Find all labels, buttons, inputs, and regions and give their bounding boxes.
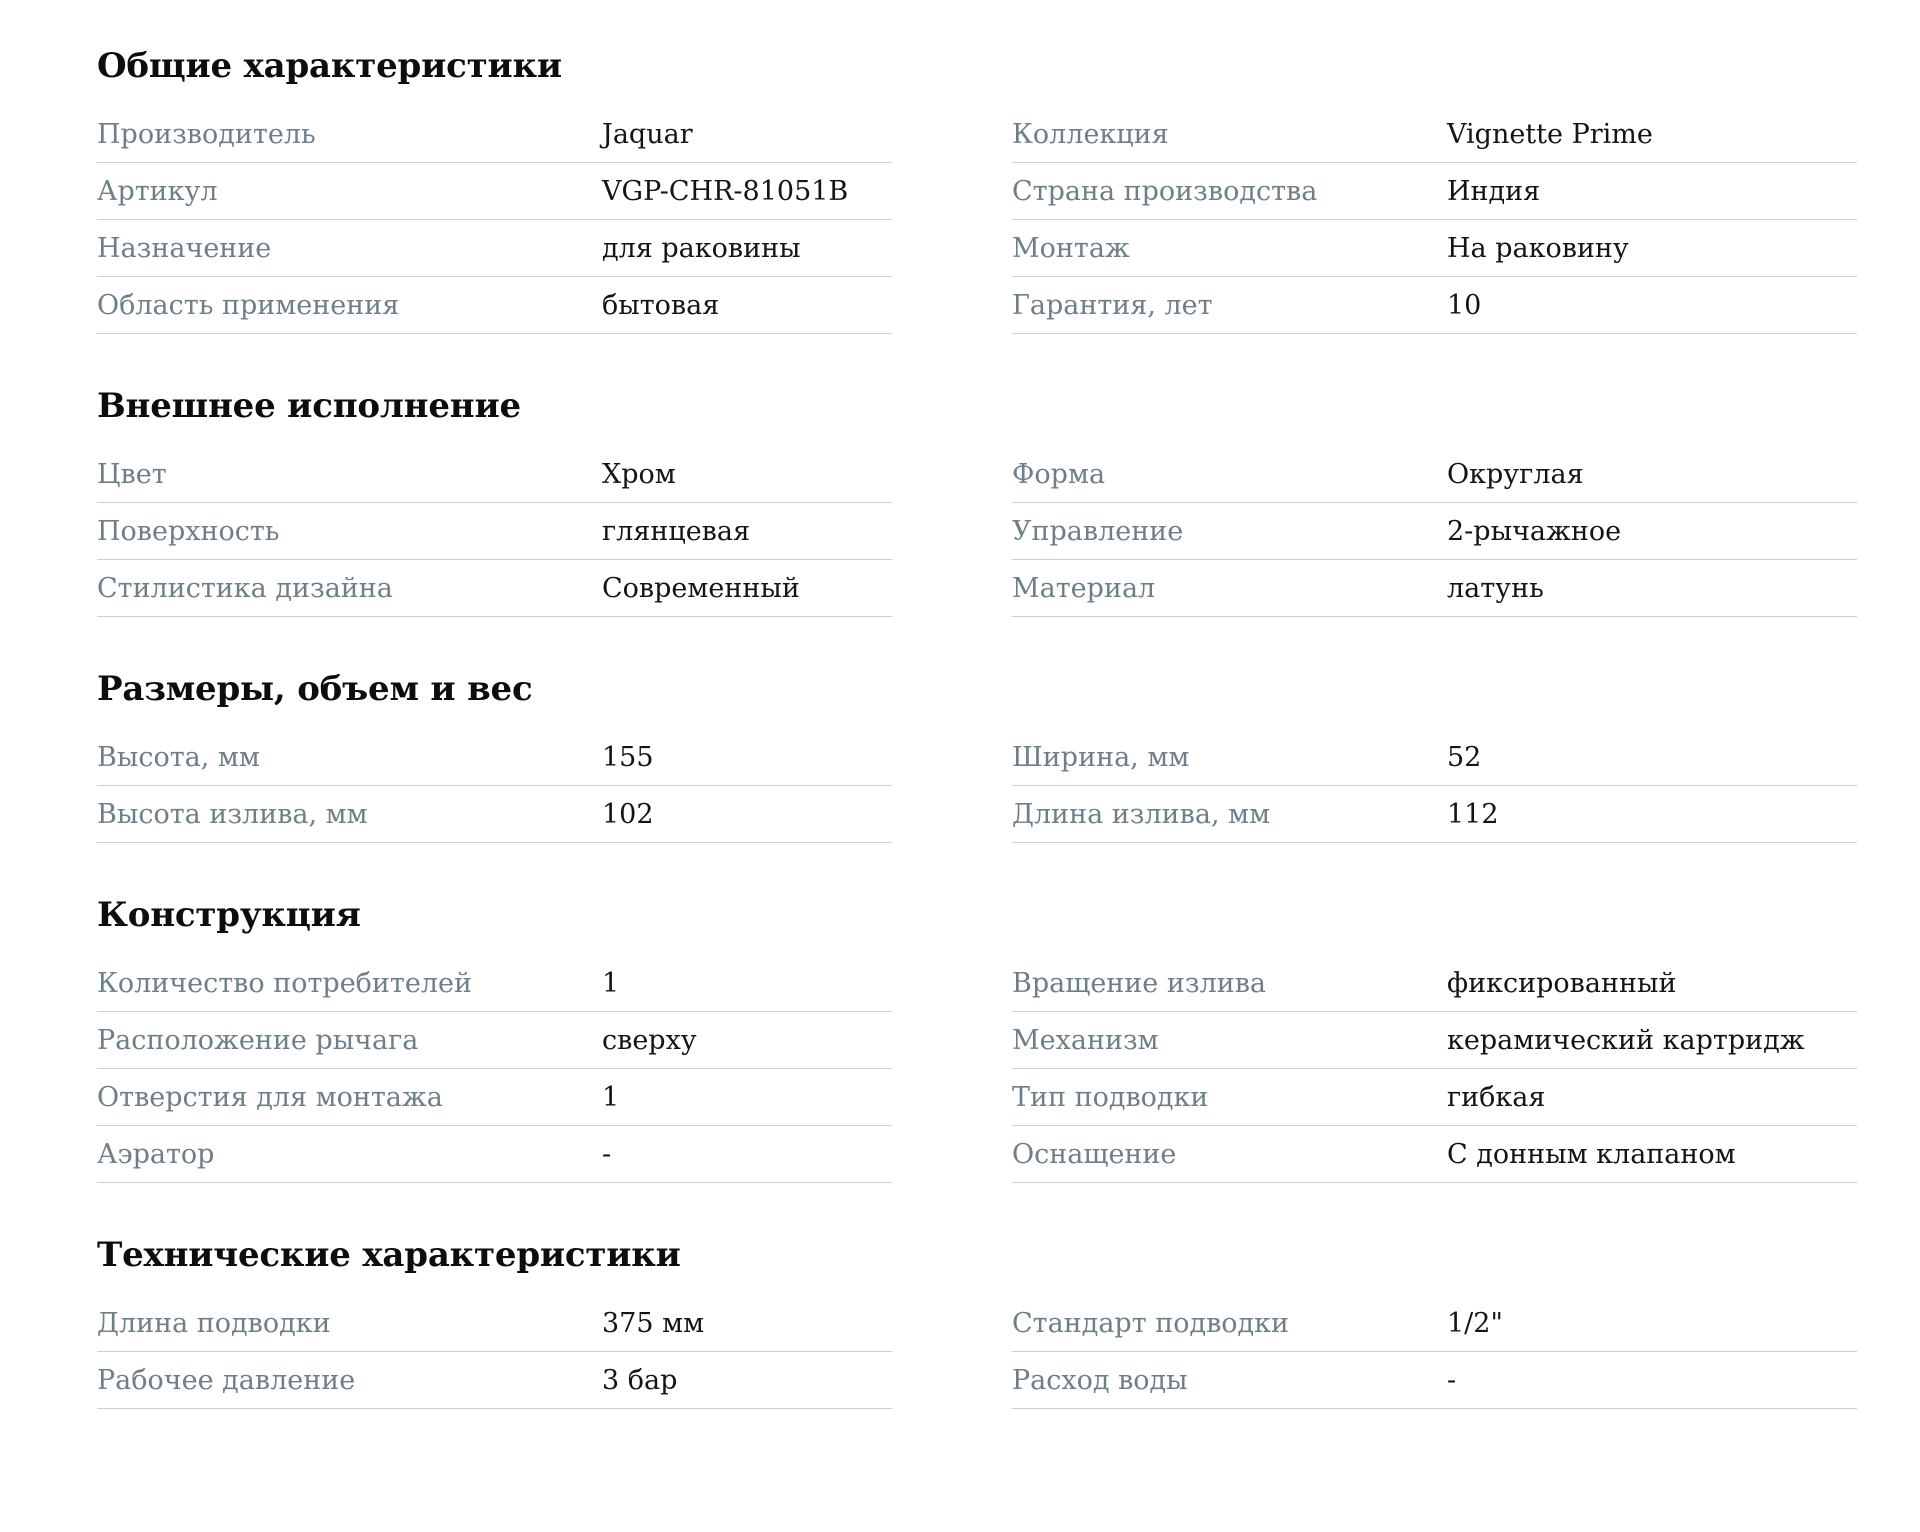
spec-value: 10 (1447, 289, 1482, 321)
spec-value: сверху (602, 1024, 697, 1056)
spec-row (97, 955, 892, 1012)
spec-row (97, 163, 892, 220)
spec-label: Оснащение (1012, 1138, 1177, 1170)
spec-value: Jaquar (602, 118, 693, 150)
spec-column-right (1012, 1295, 1857, 1409)
spec-label: Управление (1012, 515, 1184, 547)
spec-row (1012, 1069, 1857, 1126)
spec-value: 102 (602, 798, 654, 830)
section-technical (97, 1235, 1920, 1409)
spec-column-left (97, 955, 892, 1183)
spec-value: фиксированный (1447, 967, 1677, 999)
spec-value: 112 (1447, 798, 1499, 830)
spec-row (97, 106, 892, 163)
spec-column-right (1012, 729, 1857, 843)
spec-row (1012, 106, 1857, 163)
spec-columns (97, 729, 1920, 843)
spec-row (1012, 1012, 1857, 1069)
section-title: Внешнее исполнение (97, 386, 521, 426)
spec-value: На раковину (1447, 232, 1629, 264)
spec-value: VGP-CHR-81051B (602, 175, 849, 207)
section-title: Размеры, объем и вес (97, 669, 533, 709)
spec-value: Индия (1447, 175, 1541, 207)
spec-value: 1/2" (1447, 1307, 1503, 1339)
spec-column-right (1012, 955, 1857, 1183)
spec-label: Количество потребителей (97, 967, 472, 999)
spec-column-left (97, 729, 892, 843)
spec-label: Производитель (97, 118, 316, 150)
spec-row (1012, 220, 1857, 277)
spec-label: Форма (1012, 458, 1106, 490)
spec-columns (97, 446, 1920, 617)
spec-column-right (1012, 446, 1857, 617)
spec-label: Ширина, мм (1012, 741, 1190, 773)
section-dimensions (97, 669, 1920, 843)
spec-value: 375 мм (602, 1307, 705, 1339)
spec-label: Стандарт подводки (1012, 1307, 1290, 1339)
spec-value: 3 бар (602, 1364, 678, 1396)
section-appearance (97, 386, 1920, 617)
spec-row (1012, 1126, 1857, 1183)
spec-row (97, 1126, 892, 1183)
section-title: Конструкция (97, 895, 361, 935)
spec-row (97, 1295, 892, 1352)
spec-label: Страна производства (1012, 175, 1318, 207)
spec-label: Рабочее давление (97, 1364, 356, 1396)
spec-column-left (97, 106, 892, 334)
spec-row (97, 1012, 892, 1069)
spec-value: латунь (1447, 572, 1544, 604)
spec-row (1012, 955, 1857, 1012)
spec-label: Поверхность (97, 515, 280, 547)
spec-columns (97, 955, 1920, 1183)
spec-column-left (97, 446, 892, 617)
spec-row (97, 220, 892, 277)
spec-label: Длина подводки (97, 1307, 331, 1339)
spec-label: Материал (1012, 572, 1156, 604)
spec-label: Артикул (97, 175, 218, 207)
spec-row (1012, 163, 1857, 220)
spec-label: Монтаж (1012, 232, 1130, 264)
spec-label: Аэратор (97, 1138, 215, 1170)
spec-row (97, 729, 892, 786)
spec-row (97, 446, 892, 503)
spec-row (1012, 729, 1857, 786)
spec-value: для раковины (602, 232, 801, 264)
spec-value: 1 (602, 1081, 620, 1113)
spec-value: 155 (602, 741, 654, 773)
spec-value: гибкая (1447, 1081, 1546, 1113)
spec-value: Современный (602, 572, 800, 604)
spec-label: Гарантия, лет (1012, 289, 1213, 321)
spec-row (97, 277, 892, 334)
spec-row (1012, 1295, 1857, 1352)
spec-label: Отверстия для монтажа (97, 1081, 443, 1113)
section-title: Технические характеристики (97, 1235, 681, 1275)
spec-label: Высота, мм (97, 741, 260, 773)
spec-value: Хром (602, 458, 676, 490)
spec-label: Цвет (97, 458, 167, 490)
spec-column-left (97, 1295, 892, 1409)
spec-label: Коллекция (1012, 118, 1169, 150)
spec-value: Округлая (1447, 458, 1584, 490)
spec-value: 1 (602, 967, 620, 999)
spec-columns (97, 1295, 1920, 1409)
spec-value: - (602, 1138, 612, 1170)
spec-label: Тип подводки (1012, 1081, 1209, 1113)
section-construction (97, 895, 1920, 1183)
spec-label: Расход воды (1012, 1364, 1188, 1396)
spec-row (1012, 1352, 1857, 1409)
spec-row (97, 1352, 892, 1409)
spec-row (97, 503, 892, 560)
spec-row (1012, 446, 1857, 503)
spec-value: керамический картридж (1447, 1024, 1805, 1056)
spec-column-right (1012, 106, 1857, 334)
spec-value: глянцевая (602, 515, 750, 547)
spec-label: Стилистика дизайна (97, 572, 393, 604)
spec-value: С донным клапаном (1447, 1138, 1736, 1170)
section-general (97, 46, 1920, 334)
spec-row (1012, 277, 1857, 334)
spec-value: 2-рычажное (1447, 515, 1622, 547)
spec-value: Vignette Prime (1447, 118, 1653, 150)
spec-row (97, 786, 892, 843)
spec-value: 52 (1447, 741, 1482, 773)
spec-label: Область применения (97, 289, 400, 321)
spec-row (1012, 503, 1857, 560)
spec-label: Длина излива, мм (1012, 798, 1271, 830)
spec-columns (97, 106, 1920, 334)
spec-value: - (1447, 1364, 1457, 1396)
spec-row (97, 1069, 892, 1126)
spec-label: Высота излива, мм (97, 798, 368, 830)
spec-label: Расположение рычага (97, 1024, 419, 1056)
spec-label: Назначение (97, 232, 272, 264)
section-title: Общие характеристики (97, 46, 562, 86)
spec-row (1012, 786, 1857, 843)
spec-row (97, 560, 892, 617)
spec-label: Вращение излива (1012, 967, 1267, 999)
spec-value: бытовая (602, 289, 720, 321)
spec-label: Механизм (1012, 1024, 1159, 1056)
spec-row (1012, 560, 1857, 617)
